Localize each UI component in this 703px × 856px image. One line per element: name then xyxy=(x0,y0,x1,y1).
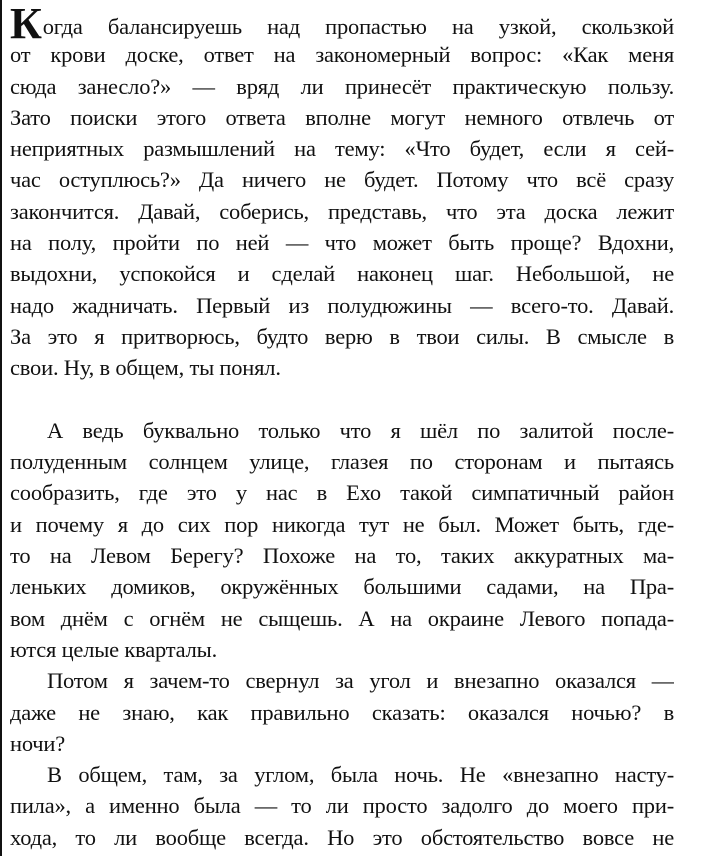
text-line: Зато поиски этого ответа вполне могут немного отвлечь от xyxy=(10,104,674,130)
page-text xyxy=(10,8,674,853)
text-line: сюда занесло?» — вряд ли принесёт практическую пользу. xyxy=(10,73,674,99)
text-line: хода, то ли вообще всегда. Но это обстоятельство вовсе не xyxy=(10,824,674,850)
drop-cap: К xyxy=(10,8,42,40)
text-line: час оступлюсь?» Да ничего не будет. Потому что всё сразу xyxy=(10,167,674,193)
text-line: ются целые кварталы. xyxy=(10,636,218,662)
text-line: то на Левом Берегу? Похоже на то, таких аккуратных ма- xyxy=(10,543,674,569)
text-line: свои. Ну, в общем, ты понял. xyxy=(10,355,281,381)
text-line: надо жадничать. Первый из полудюжины — всего-то. Давай. xyxy=(10,292,674,318)
text-line: А ведь буквально только что я шёл по залитой после- xyxy=(47,417,674,443)
text-line: от крови доске, ответ на закономерный вопрос: «Как меня xyxy=(10,42,674,68)
text-line: ночи? xyxy=(10,730,66,756)
text-line: полуденным солнцем улице, глазея по сторонам и пытаясь xyxy=(10,449,674,475)
text-line: закончится. Давай, соберись, представь, что эта доска лежит xyxy=(10,198,674,224)
text-line: даже не знаю, как правильно сказать: оказался ночью? в xyxy=(10,699,674,725)
section-break xyxy=(10,384,674,415)
text-line: Потом я зачем-то свернул за угол и внезапно оказался — xyxy=(47,668,674,694)
text-line: Когда балансируешь над пропастью на узкой, скользкой xyxy=(10,8,674,39)
text-line: В общем, там, за углом, была ночь. Не «внезапно насту- xyxy=(47,762,674,788)
text-line: сообразить, где это у нас в Ехо такой симпатичный район xyxy=(10,480,674,506)
text-line: леньких домиков, окружённых большими садами, на Пра- xyxy=(10,574,674,600)
text-line: на полу, пройти по ней — что может быть проще? Вдохни, xyxy=(10,230,674,256)
text-line: За это я притворюсь, будто верю в твои силы. В смысле в xyxy=(10,323,674,349)
text-line: неприятных размышлений на тему: «Что будет, если я сей- xyxy=(10,136,674,162)
text-line: вом днём с огнём не сыщешь. А на окраине Левого попада- xyxy=(10,605,674,631)
text-line: пила», а именно была — то ли просто задолго до моего при- xyxy=(10,793,674,819)
text-line: и почему я до сих пор никогда тут не был. Может быть, где- xyxy=(10,511,674,537)
text-line: выдохни, успокойся и сделай наконец шаг. Небольшой, не xyxy=(10,261,674,287)
